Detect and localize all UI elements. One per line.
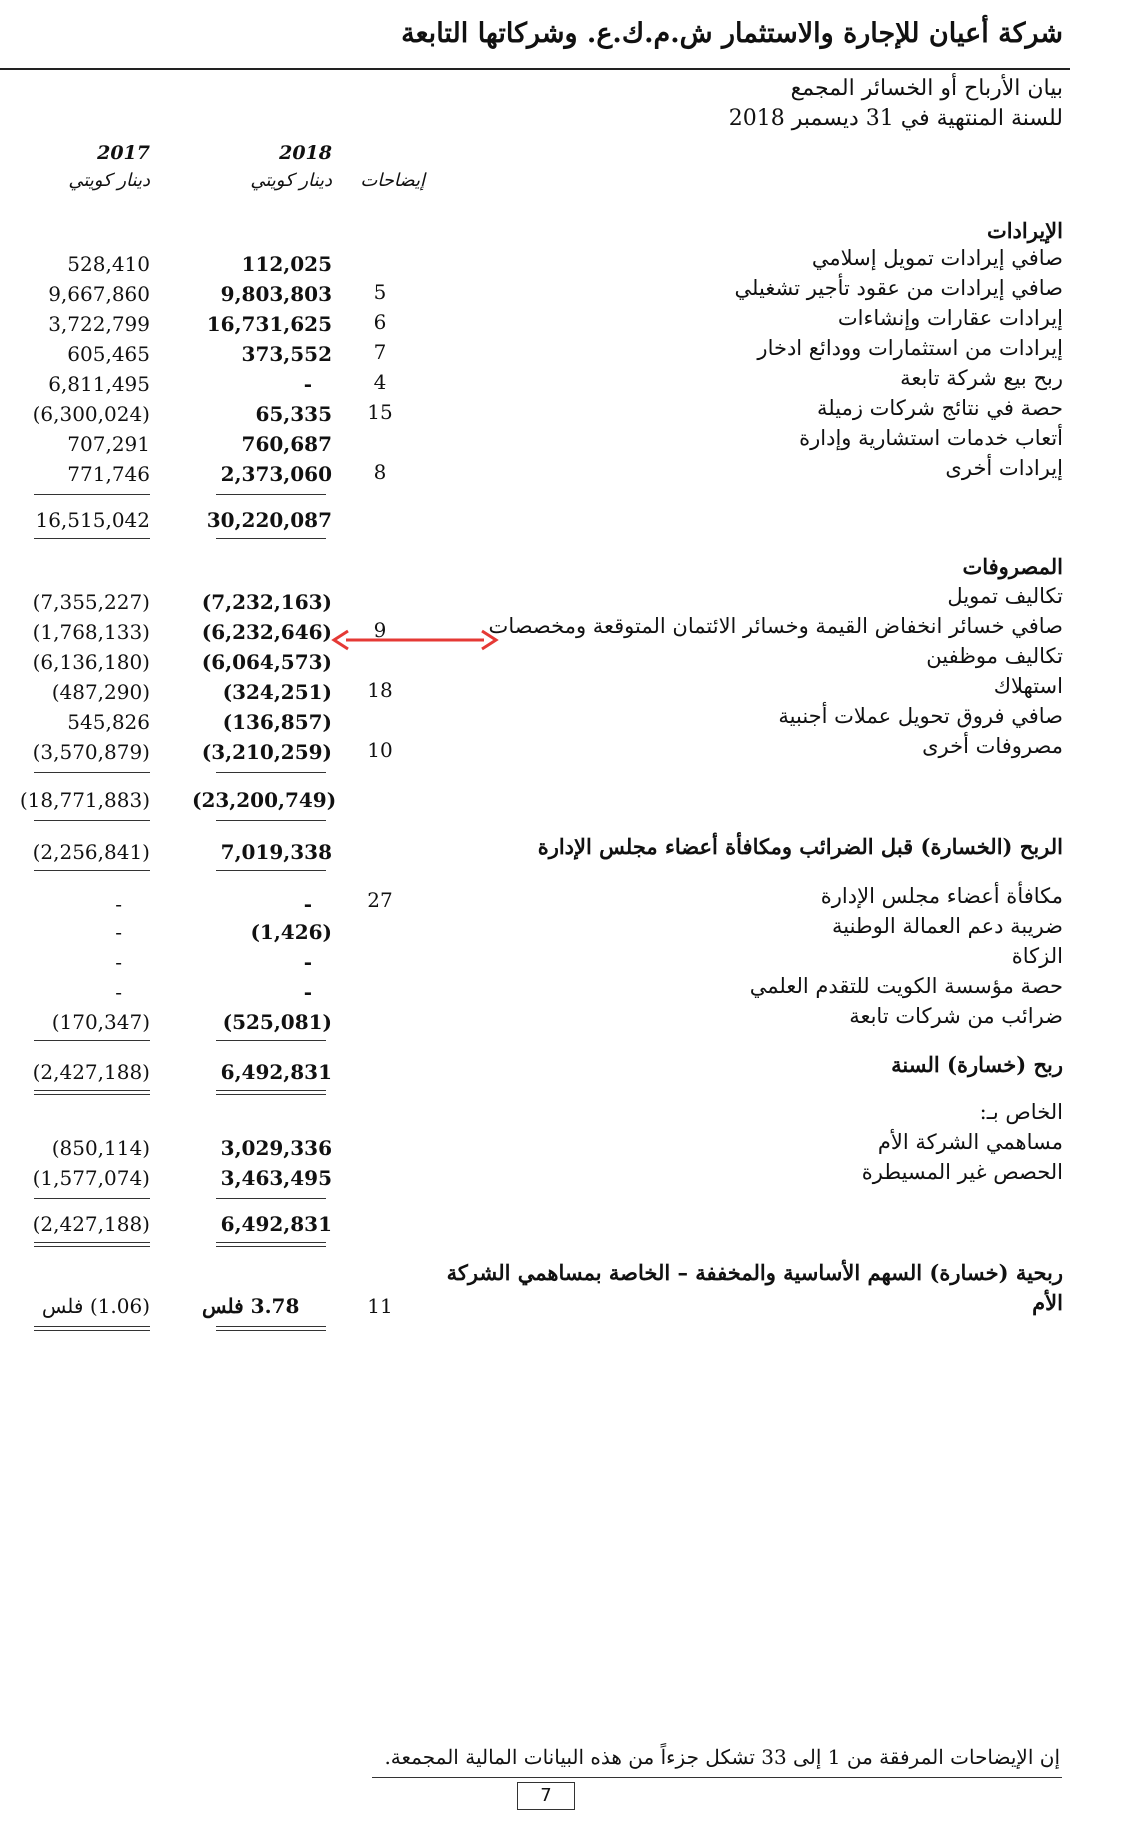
value-2017: - [115, 950, 122, 974]
value-2017: (1,577,074) [32, 1166, 150, 1190]
note-ref: 8 [373, 460, 387, 484]
value-2018: - [303, 980, 312, 1004]
note-ref: 6 [373, 310, 387, 334]
value-2017: 707,291 [67, 432, 150, 456]
note-ref: 7 [373, 340, 387, 364]
row-label: حصة مؤسسة الكويت للتقدم العلمي [749, 974, 1063, 998]
value-2017: 528,410 [67, 252, 150, 276]
subtotal-rule-2017 [34, 772, 150, 773]
revenue-total-2018: 30,220,087 [206, 508, 332, 532]
rule-2017 [34, 870, 150, 871]
subtotal-rule-2018 [216, 494, 326, 495]
before-tax-label: الربح (الخسارة) قبل الضرائب ومكافأة أعضاء مجلس الإدارة [537, 834, 1063, 859]
value-2017: (1,768,133) [32, 620, 150, 644]
row-label: مكافأة أعضاء مجلس الإدارة [820, 884, 1063, 908]
value-2018: - [303, 892, 312, 916]
revenue-total-2017: 16,515,042 [35, 508, 150, 532]
value-2017: (850,114) [51, 1136, 150, 1160]
total-rule-2017 [34, 538, 150, 539]
row-label: مساهمي الشركة الأم [877, 1130, 1063, 1154]
row-label: الزكاة [1011, 944, 1063, 968]
value-2018: (1,426) [250, 920, 332, 944]
rule-2018 [216, 1198, 326, 1199]
value-2017: 605,465 [67, 342, 150, 366]
double-rule-2017 [34, 1090, 150, 1095]
value-2018: (324,251) [222, 680, 332, 704]
row-label: مصروفات أخرى [922, 734, 1063, 758]
value-2018: (6,064,573) [201, 650, 332, 674]
row-label: صافي فروق تحويل عملات أجنبية [778, 704, 1063, 728]
revenue-heading: الإيرادات [986, 218, 1063, 243]
row-label: أتعاب خدمات استشارية وإدارة [799, 426, 1063, 450]
value-2018: 3,463,495 [220, 1166, 332, 1190]
double-rule-2018 [216, 1242, 326, 1247]
note-ref: 18 [367, 678, 393, 702]
note-ref: 4 [373, 370, 387, 394]
rule-2017 [34, 1198, 150, 1199]
row-label: إيرادات عقارات وإنشاءات [837, 306, 1063, 330]
row-label: صافي إيرادات تمويل إسلامي [811, 246, 1063, 270]
total-rule-2018 [216, 538, 326, 539]
rule-2018 [216, 870, 326, 871]
year-2017-header: 2017 [97, 142, 150, 164]
double-rule-2018 [216, 1090, 326, 1095]
subtotal-rule-2018 [216, 772, 326, 773]
statement-period: للسنة المنتهية في 31 ديسمبر 2018 [728, 106, 1063, 131]
value-2018: 3,029,336 [220, 1136, 332, 1160]
expenses-total-2017: (18,771,883) [19, 788, 150, 812]
value-2018: - [303, 950, 312, 974]
attributable-total-2018: 6,492,831 [220, 1212, 332, 1236]
value-2017: (7,355,227) [32, 590, 150, 614]
row-label: الحصص غير المسيطرة [861, 1160, 1063, 1184]
currency-2018-header: دينار كويتي [250, 170, 332, 191]
footer-divider [372, 1777, 1062, 1778]
row-label: ضريبة دعم العمالة الوطنية [831, 914, 1063, 938]
value-2017: 771,746 [67, 462, 150, 486]
before-tax-2018: 7,019,338 [220, 840, 332, 864]
attributable-heading: الخاص بـ: [979, 1100, 1063, 1124]
row-label: ضرائب من شركات تابعة [849, 1004, 1063, 1028]
currency-2017-header: دينار كويتي [68, 170, 150, 191]
value-2017: 545,826 [67, 710, 150, 734]
double-headed-arrow-icon [330, 628, 500, 652]
profit-year-label: ربح (خسارة) السنة [891, 1052, 1063, 1077]
value-2018: (7,232,163) [201, 590, 332, 614]
expenses-heading: المصروفات [962, 554, 1063, 579]
value-2017: (3,570,879) [32, 740, 150, 764]
double-rule-2018 [216, 1326, 326, 1331]
row-label: استهلاك [993, 674, 1063, 698]
value-2017: 9,667,860 [48, 282, 150, 306]
value-2018: (136,857) [222, 710, 332, 734]
value-2017: 6,811,495 [48, 372, 150, 396]
total-rule-2018 [216, 820, 326, 821]
company-name: شركة أعيان للإجارة والاستثمار ش.م.ك.ع. وشركاتها التابعة [401, 18, 1063, 49]
eps-2017: (1.06) فلس [41, 1294, 150, 1318]
value-2018: 760,687 [241, 432, 332, 456]
header-divider [0, 68, 1070, 70]
value-2018: (525,081) [222, 1010, 332, 1034]
before-tax-2017: (2,256,841) [32, 840, 150, 864]
value-2017: 3,722,799 [48, 312, 150, 336]
eps-label-line1: ربحية (خسارة) السهم الأساسية والمخففة – الخاصة بمساهمي الشركة [446, 1260, 1063, 1285]
row-label: إيرادات من استثمارات وودائع ادخار [757, 336, 1063, 360]
row-label: ربح بيع شركة تابعة [900, 366, 1063, 390]
notes-header: إيضاحات [360, 170, 425, 191]
value-2018: 65,335 [255, 402, 332, 426]
note-ref: 9 [373, 618, 387, 642]
profit-year-2017: (2,427,188) [32, 1060, 150, 1084]
value-2018: (6,232,646) [201, 620, 332, 644]
value-2017: - [115, 892, 122, 916]
eps-note-ref: 11 [367, 1294, 393, 1318]
rule-2017 [34, 1040, 150, 1041]
value-2017: (6,136,180) [32, 650, 150, 674]
note-ref: 15 [367, 400, 393, 424]
value-2017: (6,300,024) [32, 402, 150, 426]
row-label: تكاليف موظفين [926, 644, 1063, 668]
page-number: 7 [517, 1782, 575, 1810]
subtotal-rule-2017 [34, 494, 150, 495]
value-2018: - [303, 372, 312, 396]
row-label: صافي إيرادات من عقود تأجير تشغيلي [734, 276, 1063, 300]
value-2017: - [115, 980, 122, 1004]
double-rule-2017 [34, 1326, 150, 1331]
value-2018: 9,803,803 [220, 282, 332, 306]
note-ref: 10 [367, 738, 393, 762]
expenses-total-2018: (23,200,749) [192, 788, 337, 812]
value-2018: (3,210,259) [201, 740, 332, 764]
footer-note: إن الإيضاحات المرفقة من 1 إلى 33 تشكل جزءاً من هذه البيانات المالية المجمعة. [384, 1745, 1060, 1769]
eps-label-line2: الأم [1032, 1290, 1063, 1315]
value-2018: 112,025 [241, 252, 332, 276]
value-2017: - [115, 920, 122, 944]
row-label: تكاليف تمويل [947, 584, 1063, 608]
rule-2018 [216, 1040, 326, 1041]
note-ref: 5 [373, 280, 387, 304]
note-ref: 27 [367, 888, 393, 912]
year-2018-header: 2018 [279, 142, 332, 164]
value-2017: (487,290) [51, 680, 150, 704]
profit-year-2018: 6,492,831 [220, 1060, 332, 1084]
value-2017: (170,347) [51, 1010, 150, 1034]
statement-title: بيان الأرباح أو الخسائر المجمع [790, 76, 1063, 101]
value-2018: 16,731,625 [206, 312, 332, 336]
row-label: إيرادات أخرى [945, 456, 1063, 480]
eps-2018: 3.78 فلس [202, 1294, 300, 1318]
total-rule-2017 [34, 820, 150, 821]
double-rule-2017 [34, 1242, 150, 1247]
attributable-total-2017: (2,427,188) [32, 1212, 150, 1236]
value-2018: 2,373,060 [220, 462, 332, 486]
value-2018: 373,552 [241, 342, 332, 366]
row-label: صافي خسائر انخفاض القيمة وخسائر الائتمان المتوقعة ومخصصات [488, 614, 1063, 638]
row-label: حصة في نتائج شركات زميلة [817, 396, 1063, 420]
